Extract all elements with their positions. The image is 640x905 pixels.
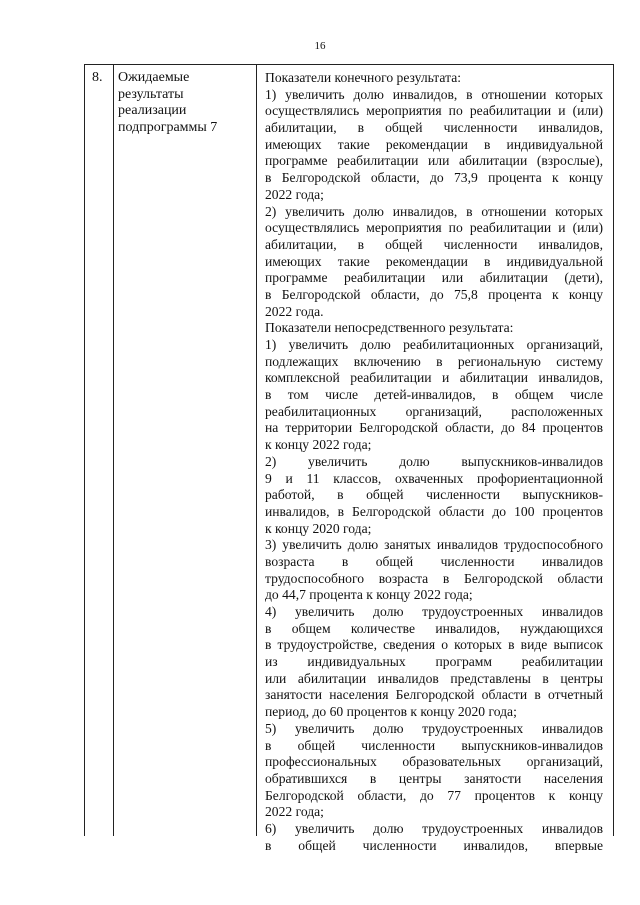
content-line: в том числе детей-инвалидов, в общем числе	[265, 387, 603, 403]
content-line: 2022 года;	[265, 804, 324, 820]
content-line: 9 и 11 классов, охваченных профориентационной	[265, 470, 603, 486]
row-title	[118, 70, 250, 137]
content-line: занятости населения Белгородской области в отчетный	[265, 687, 603, 703]
content-line: 1) увеличить долю реабилитационных организаций,	[265, 337, 603, 352]
page-number: 16	[314, 40, 326, 52]
content-line: Показатели конечного результата:	[265, 70, 461, 85]
column-divider	[256, 65, 257, 836]
content-line: возраста в общей численности инвалидов	[265, 553, 603, 569]
content-line: к концу 2022 года;	[265, 437, 372, 453]
row-number: 8.	[92, 70, 103, 85]
content-line: инвалидов, в Белгородской области до 100 процентов	[265, 503, 603, 519]
content-line: Белгородской области, до 77 процентов к концу	[265, 787, 603, 803]
content-line: имеющих такие рекомендации в индивидуальной	[265, 253, 603, 269]
row-title-line: результаты	[118, 86, 184, 102]
content-line: период, до 60 процентов к концу 2020 года;	[265, 704, 517, 720]
content-line: имеющих такие рекомендации в индивидуальной	[265, 136, 603, 152]
content-line: в общей численности выпускников-инвалидов	[265, 737, 603, 753]
content-line: программе реабилитации или абилитации (взрослые),	[265, 153, 603, 169]
content-line: абилитации, в общей численности инвалидов,	[265, 236, 603, 252]
content-line: абилитации, в общей численности инвалидов,	[265, 120, 603, 136]
content-line: трудоспособного возраста в Белгородской области	[265, 570, 603, 586]
content-line: реабилитационных организаций, расположенных	[265, 403, 603, 419]
content-line: 2) увеличить долю инвалидов, в отношении которых	[265, 203, 603, 219]
content-line: 1) увеличить долю инвалидов, в отношении которых	[265, 86, 603, 102]
content-line: в общей численности инвалидов, впервые	[265, 837, 603, 853]
content-line: до 44,7 процента к концу 2022 года;	[265, 587, 473, 603]
content-line: осуществлялись мероприятия по реабилитации и (или)	[265, 103, 603, 119]
content-line: подлежащих включению в региональную систему	[265, 353, 603, 369]
content-line: к концу 2020 года;	[265, 520, 372, 536]
content-line: в трудоустройстве, сведения о которых в виде выписок	[265, 637, 603, 653]
column-divider	[113, 65, 114, 836]
content-line: Показатели непосредственного результата:	[265, 320, 514, 336]
row-title-line: Ожидаемые	[118, 70, 190, 85]
content-line: на территории Белгородской области, до 84 процентов	[265, 420, 603, 436]
content-line: 2022 года.	[265, 303, 324, 319]
content-line: 2022 года;	[265, 186, 324, 202]
content-line: работой, в общей численности выпускников-	[265, 487, 603, 503]
content-line: 4) увеличить долю трудоустроенных инвалидов	[265, 604, 603, 619]
content-line: 5) увеличить долю трудоустроенных инвалидов	[265, 720, 603, 736]
content-line: профессиональных образовательных организаций,	[265, 754, 603, 770]
content-line: 2) увеличить долю выпускников-инвалидов	[265, 453, 603, 469]
content-line: программе реабилитации или абилитации (дети),	[265, 270, 603, 286]
content-line: в Белгородской области, до 73,9 процента к концу	[265, 170, 603, 186]
content-line: из индивидуальных программ реабилитации	[265, 654, 603, 670]
row-title-line: реализации	[118, 103, 187, 119]
content-line: 3) увеличить долю занятых инвалидов трудоспособного	[265, 537, 603, 553]
content-line: 6) увеличить долю трудоустроенных инвалидов	[265, 820, 603, 836]
content-line: обратившихся в центры занятости населения	[265, 770, 603, 786]
content-line: в Белгородской области, до 75,8 процента к концу	[265, 286, 603, 302]
row-title-line: подпрограммы 7	[118, 120, 218, 136]
row-content	[265, 70, 603, 854]
content-line: осуществлялись мероприятия по реабилитации и (или)	[265, 220, 603, 236]
content-line: или абилитации инвалидов представлены в центры	[265, 670, 603, 686]
content-line: комплексной реабилитации и абилитации инвалидов,	[265, 370, 603, 386]
content-line: в общем количестве инвалидов, нуждающихся	[265, 620, 603, 636]
